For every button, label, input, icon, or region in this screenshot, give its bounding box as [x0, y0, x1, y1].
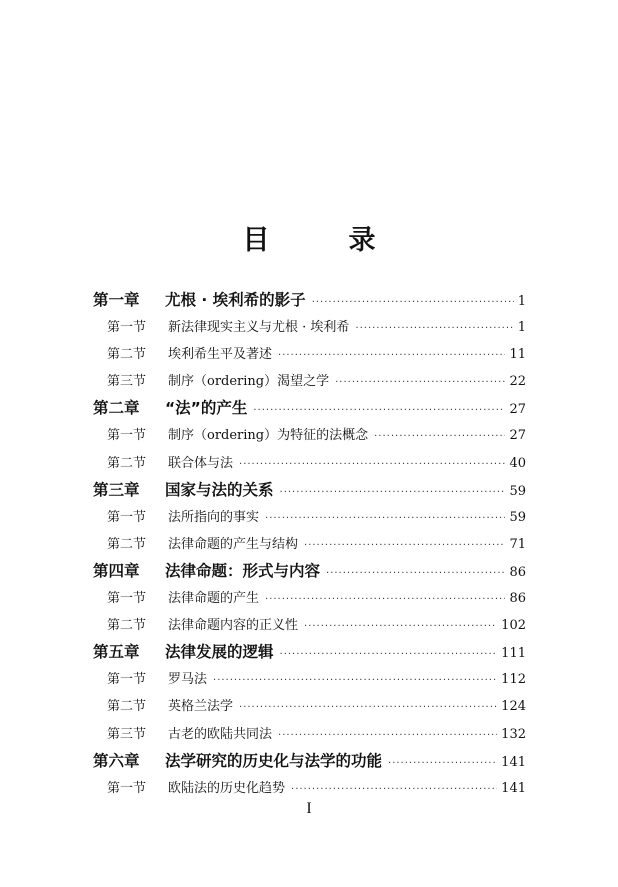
leader-dots	[278, 722, 497, 748]
toc-section-row	[93, 422, 526, 449]
toc-entry-page: 132	[501, 726, 526, 742]
toc-entry-number: 第三节	[107, 726, 147, 742]
toc-chapter-row	[93, 748, 526, 775]
leader-dots	[304, 532, 505, 558]
toc-entry-title: 欧陆法的历史化趋势	[168, 780, 286, 796]
leader-dots	[374, 423, 505, 449]
toc-entry-number: 第五章	[93, 643, 140, 662]
toc-entry-page: 86	[509, 591, 526, 607]
leader-dots	[312, 289, 514, 314]
leader-dots	[239, 694, 497, 720]
toc-entry-number: 第一节	[107, 780, 147, 796]
toc-entry-number: 第三章	[93, 480, 140, 499]
toc-section-row	[93, 721, 526, 748]
toc-entry-page: 1	[517, 320, 526, 336]
page-title: 目 录	[242, 225, 402, 256]
leader-dots	[239, 451, 505, 477]
toc-entry-page: 124	[501, 699, 526, 715]
toc-entry-title: 新法律现实主义与尤根 · 埃利希	[168, 320, 350, 336]
toc-entry-title: 国家与法的关系	[165, 480, 274, 499]
toc-entry-title: 埃利希生平及著述	[168, 347, 273, 363]
toc-section-row	[93, 666, 526, 693]
toc-section-row	[93, 341, 526, 368]
toc-entry-page: 112	[501, 672, 526, 688]
toc-section-row	[93, 504, 526, 531]
toc-entry-page: 71	[509, 536, 526, 552]
toc-section-row	[93, 531, 526, 558]
toc-entry-title: 法律命题的产生	[168, 591, 260, 607]
toc-entry-page: 1	[517, 294, 526, 309]
toc-entry-number: 第六章	[93, 751, 140, 770]
toc-entry-page: 59	[509, 509, 526, 525]
toc-section-row	[93, 368, 526, 395]
toc-entry-number: 第一节	[107, 672, 147, 688]
toc-entry-title: 制序（ordering）渴望之学	[168, 374, 330, 390]
toc-entry-page: 40	[509, 455, 526, 471]
toc-entry-page: 141	[501, 754, 526, 770]
toc-entry-page: 141	[501, 780, 526, 796]
toc-entry-number: 第二节	[107, 347, 147, 363]
leader-dots	[388, 750, 497, 775]
toc-chapter-row	[93, 639, 526, 666]
toc-entry-title: 英格兰法学	[168, 699, 234, 715]
toc-entry-title: 尤根 · 埃利希的影子	[165, 291, 306, 309]
leader-dots	[280, 641, 498, 666]
toc-section-row	[93, 693, 526, 720]
toc-entry-number: 第二节	[107, 455, 147, 471]
toc-entry-page: 27	[509, 402, 526, 418]
leader-dots	[253, 397, 505, 422]
toc-entry-title: 联合体与法	[168, 455, 234, 471]
page-number: I	[306, 800, 312, 817]
toc-entry-number: 第二章	[93, 399, 140, 418]
toc-entry-title: 法律命题的产生与结构	[168, 536, 299, 552]
toc-entry-title: 制序（ordering）为特征的法概念	[168, 428, 369, 444]
toc-section-row	[93, 775, 526, 802]
toc-chapter-row	[93, 287, 526, 314]
toc-chapter-row	[93, 477, 526, 504]
toc-entry-title: 法所指向的事实	[168, 509, 260, 525]
toc-entry-title: 法律发展的逻辑	[165, 643, 274, 662]
toc-section-row	[93, 314, 526, 341]
leader-dots	[213, 667, 497, 693]
toc-entry-title: 罗马法	[168, 672, 208, 688]
toc-entry-page: 59	[509, 483, 526, 499]
toc-entry-number: 第一节	[107, 509, 147, 525]
toc-entry-number: 第四章	[93, 561, 140, 580]
toc-entry-page: 22	[509, 374, 526, 390]
toc-chapter-row	[93, 395, 526, 422]
toc-section-row	[93, 585, 526, 612]
toc-entry-title: 法律命题内容的正义性	[168, 618, 299, 634]
toc-entry-page: 11	[509, 347, 526, 363]
leader-dots	[265, 586, 505, 612]
toc-entry-number: 第一章	[93, 291, 140, 309]
toc-section-row	[93, 450, 526, 477]
leader-dots	[326, 560, 505, 585]
toc-entry-number: 第一节	[107, 320, 147, 336]
leader-dots	[291, 776, 497, 802]
toc-entry-title: “法”的产生	[165, 399, 248, 418]
toc-entry-page: 27	[509, 428, 526, 444]
toc-entry-number: 第二节	[107, 536, 147, 552]
leader-dots	[355, 315, 513, 341]
toc-entry-title: 法学研究的历史化与法学的功能	[165, 751, 383, 770]
toc-entry-page: 102	[501, 618, 526, 634]
table-of-contents	[93, 287, 526, 802]
leader-dots	[278, 342, 505, 368]
toc-entry-number: 第三节	[107, 374, 147, 390]
toc-entry-number: 第一节	[107, 591, 147, 607]
leader-dots	[280, 479, 506, 504]
toc-entry-number: 第二节	[107, 699, 147, 715]
toc-entry-title: 古老的欧陆共同法	[168, 726, 273, 742]
toc-entry-page: 111	[501, 646, 526, 662]
toc-entry-title: 法律命题：形式与内容	[165, 561, 321, 580]
toc-entry-number: 第二节	[107, 618, 147, 634]
toc-entry-page: 86	[509, 564, 526, 580]
leader-dots	[335, 369, 505, 395]
leader-dots	[304, 613, 497, 639]
toc-section-row	[93, 612, 526, 639]
toc-entry-number: 第一节	[107, 428, 147, 444]
toc-chapter-row	[93, 558, 526, 585]
leader-dots	[265, 505, 505, 531]
